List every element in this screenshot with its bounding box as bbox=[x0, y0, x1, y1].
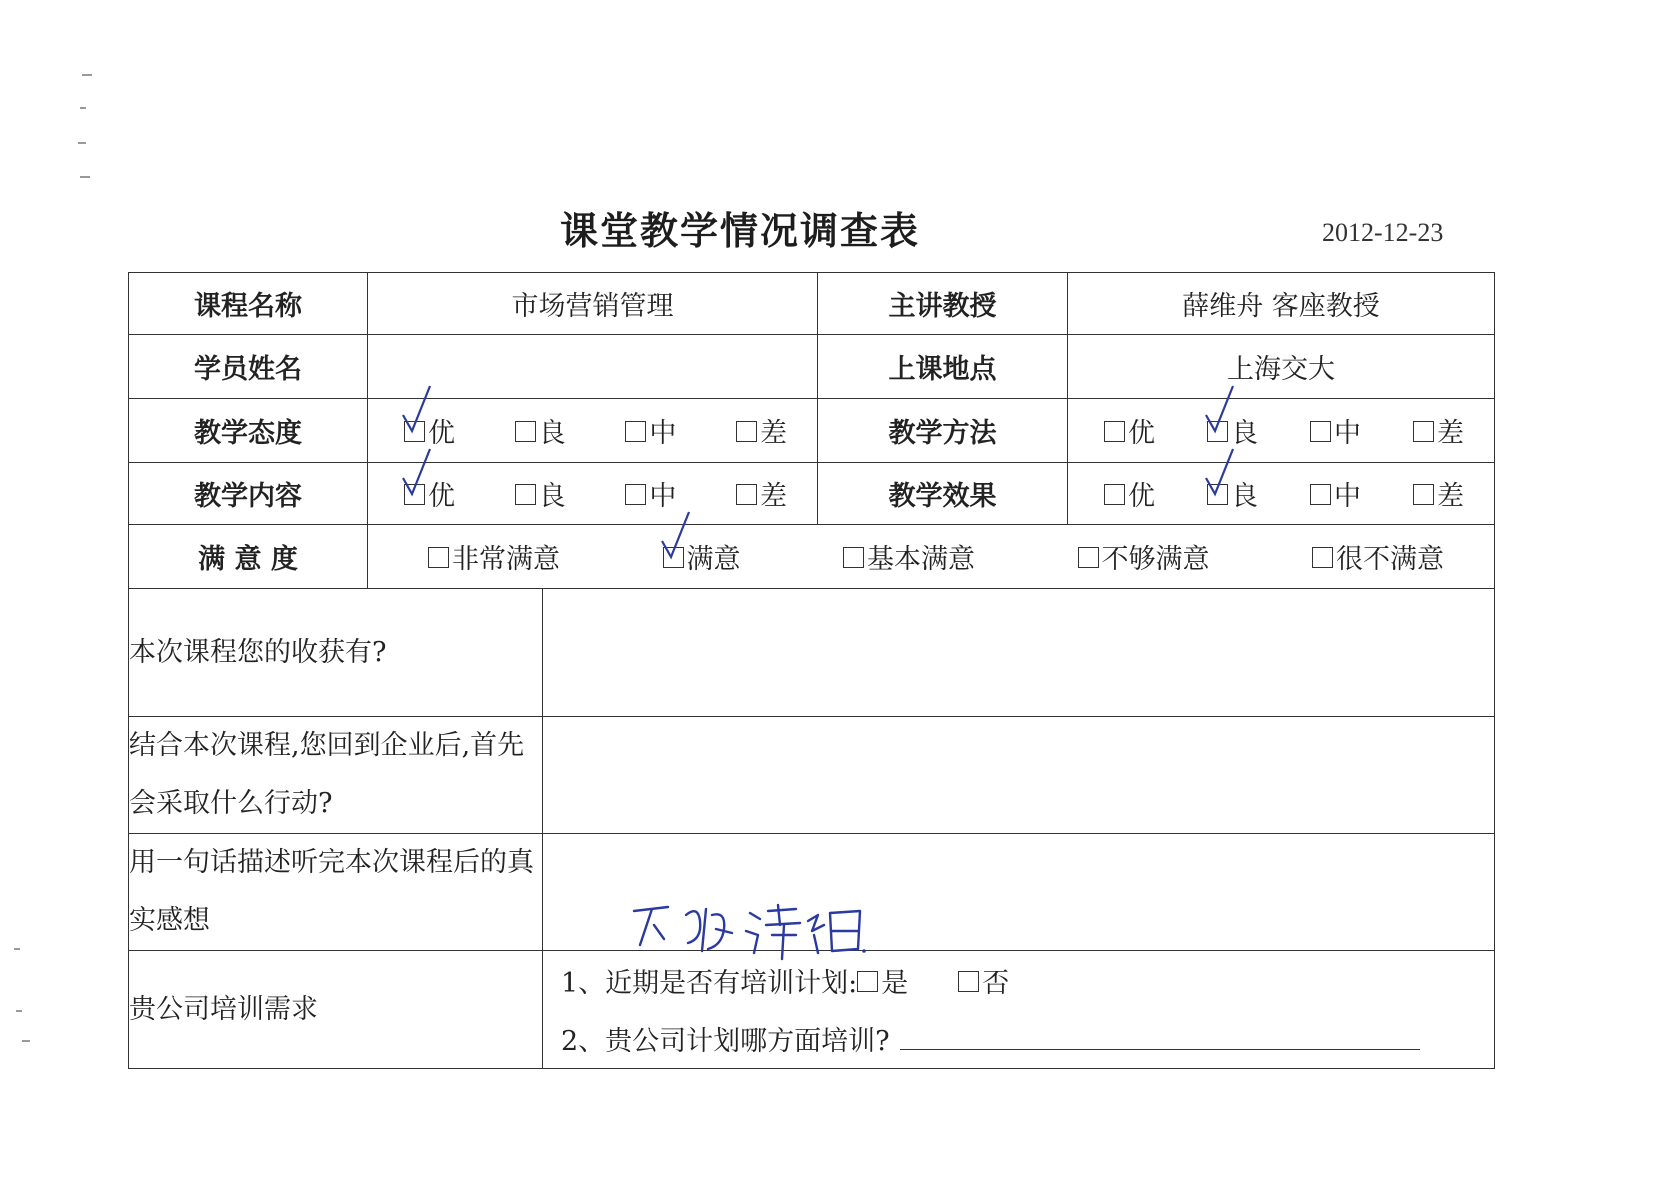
row-satisfaction bbox=[129, 525, 1495, 589]
method-option-1[interactable] bbox=[1104, 411, 1155, 450]
check-mark-icon bbox=[659, 509, 695, 561]
row-training bbox=[129, 951, 1495, 1069]
check-mark-icon bbox=[400, 446, 436, 498]
option-label: 差 bbox=[759, 481, 787, 512]
option-label: 优 bbox=[428, 418, 455, 449]
training-q1-text: 1、近期是否有培训计划: bbox=[561, 968, 858, 999]
row-attitude bbox=[129, 399, 1495, 463]
checkbox[interactable] bbox=[625, 484, 646, 505]
scan-speck bbox=[16, 1010, 22, 1012]
content-option-3[interactable] bbox=[625, 474, 676, 513]
row-action bbox=[129, 717, 1495, 834]
student-name-label: 学员姓名 bbox=[129, 335, 368, 399]
attitude-label: 教学态度 bbox=[129, 399, 368, 463]
training-q2 bbox=[543, 1010, 1494, 1068]
effect-option-3[interactable] bbox=[1310, 474, 1361, 513]
attitude-option-4[interactable] bbox=[736, 411, 787, 450]
checkbox[interactable] bbox=[1312, 547, 1333, 568]
checkbox[interactable] bbox=[1078, 547, 1099, 568]
scan-speck bbox=[22, 1040, 30, 1042]
option-label: 良 bbox=[1231, 418, 1258, 449]
method-option-3[interactable] bbox=[1310, 411, 1361, 450]
option-label: 差 bbox=[1437, 418, 1464, 449]
form-title: 课堂教学情况调查表 bbox=[560, 209, 921, 253]
row-content bbox=[129, 463, 1495, 525]
option-label: 不够满意 bbox=[1101, 544, 1210, 575]
checkbox[interactable] bbox=[1310, 484, 1331, 505]
training-q2-blank[interactable] bbox=[900, 1027, 1420, 1050]
option-label: 差 bbox=[759, 418, 787, 449]
option-label: 中 bbox=[649, 418, 677, 449]
method-option-4[interactable] bbox=[1413, 411, 1464, 450]
lecturer-label: 主讲教授 bbox=[818, 273, 1068, 335]
training-answers bbox=[543, 951, 1495, 1069]
effect-options bbox=[1068, 463, 1495, 525]
option-label: 否 bbox=[982, 968, 1010, 999]
checkbox[interactable] bbox=[1104, 421, 1125, 442]
check-mark-icon bbox=[400, 383, 436, 435]
checkbox[interactable] bbox=[843, 547, 864, 568]
content-option-1[interactable] bbox=[404, 474, 455, 513]
satisfaction-label: 满 意 度 bbox=[129, 525, 368, 589]
checkbox[interactable] bbox=[515, 421, 536, 442]
row-course bbox=[129, 273, 1495, 335]
satisfaction-option-3[interactable] bbox=[843, 537, 975, 576]
content-option-2[interactable] bbox=[515, 474, 566, 513]
checkbox[interactable] bbox=[736, 484, 757, 505]
training-label: 贵公司培训需求 bbox=[129, 951, 543, 1069]
row-gain bbox=[129, 589, 1495, 717]
satisfaction-option-4[interactable] bbox=[1078, 537, 1210, 576]
checkbox[interactable] bbox=[736, 421, 757, 442]
form-date: 2012-12-23 bbox=[1322, 218, 1444, 247]
option-label: 优 bbox=[1128, 418, 1155, 449]
option-label: 差 bbox=[1437, 481, 1464, 512]
option-label: 优 bbox=[1128, 481, 1155, 512]
option-label: 中 bbox=[1334, 481, 1361, 512]
option-label: 很不满意 bbox=[1336, 544, 1444, 575]
satisfaction-option-1[interactable] bbox=[428, 537, 560, 576]
action-question: 结合本次课程,您回到企业后,首先会采取什么行动? bbox=[129, 717, 543, 834]
option-label: 中 bbox=[649, 481, 677, 512]
checkbox[interactable] bbox=[625, 421, 646, 442]
option-label: 是 bbox=[881, 968, 909, 999]
checkbox[interactable] bbox=[1104, 484, 1125, 505]
scan-speck bbox=[82, 74, 92, 76]
attitude-option-3[interactable] bbox=[625, 411, 676, 450]
option-label: 满意 bbox=[686, 544, 741, 575]
attitude-option-2[interactable] bbox=[515, 411, 566, 450]
effect-option-1[interactable] bbox=[1104, 474, 1155, 513]
effect-option-2[interactable] bbox=[1207, 474, 1258, 513]
satisfaction-option-5[interactable] bbox=[1312, 537, 1444, 576]
content-label: 教学内容 bbox=[129, 463, 368, 525]
checkbox[interactable] bbox=[1413, 484, 1434, 505]
scan-speck bbox=[80, 107, 86, 109]
option-label: 非常满意 bbox=[452, 544, 560, 575]
option-label: 基本满意 bbox=[867, 544, 975, 575]
scan-speck bbox=[78, 142, 86, 144]
handwritten-answer bbox=[628, 895, 868, 965]
location-value[interactable]: 上海交大 bbox=[1068, 335, 1495, 399]
checkbox[interactable] bbox=[958, 971, 979, 992]
feeling-question: 用一句话描述听完本次课程后的真实感想 bbox=[129, 834, 543, 951]
method-options bbox=[1068, 399, 1495, 463]
action-answer[interactable] bbox=[543, 717, 1495, 834]
option-label: 中 bbox=[1334, 418, 1361, 449]
gain-answer[interactable] bbox=[543, 589, 1495, 717]
option-label: 优 bbox=[428, 481, 455, 512]
attitude-option-1[interactable] bbox=[404, 411, 455, 450]
scan-speck bbox=[14, 948, 20, 950]
course-name-value[interactable]: 市场营销管理 bbox=[368, 273, 818, 335]
checkbox[interactable] bbox=[428, 547, 449, 568]
content-option-4[interactable] bbox=[736, 474, 787, 513]
satisfaction-options bbox=[368, 525, 1495, 589]
row-student bbox=[129, 335, 1495, 399]
location-label: 上课地点 bbox=[818, 335, 1068, 399]
checkbox[interactable] bbox=[1413, 421, 1434, 442]
option-label: 良 bbox=[1231, 481, 1258, 512]
training-q1-yes[interactable] bbox=[857, 961, 908, 1000]
gain-question: 本次课程您的收获有? bbox=[129, 589, 543, 717]
checkbox[interactable] bbox=[857, 971, 878, 992]
method-label: 教学方法 bbox=[818, 399, 1068, 463]
effect-option-4[interactable] bbox=[1413, 474, 1464, 513]
check-mark-icon bbox=[1203, 383, 1239, 435]
course-name-label: 课程名称 bbox=[129, 273, 368, 335]
effect-label: 教学效果 bbox=[818, 463, 1068, 525]
lecturer-value[interactable]: 薛维舟 客座教授 bbox=[1068, 273, 1495, 335]
training-q2-text: 2、贵公司计划哪方面培训? bbox=[561, 1026, 890, 1057]
option-label: 良 bbox=[538, 481, 566, 512]
option-label: 良 bbox=[538, 418, 566, 449]
checkbox[interactable] bbox=[515, 484, 536, 505]
check-mark-icon bbox=[1203, 446, 1239, 498]
training-q1-no[interactable] bbox=[958, 961, 1009, 1000]
satisfaction-option-2[interactable] bbox=[663, 537, 741, 576]
checkbox[interactable] bbox=[1310, 421, 1331, 442]
content-options bbox=[368, 463, 818, 525]
scan-speck bbox=[80, 176, 90, 178]
method-option-2[interactable] bbox=[1207, 411, 1258, 450]
